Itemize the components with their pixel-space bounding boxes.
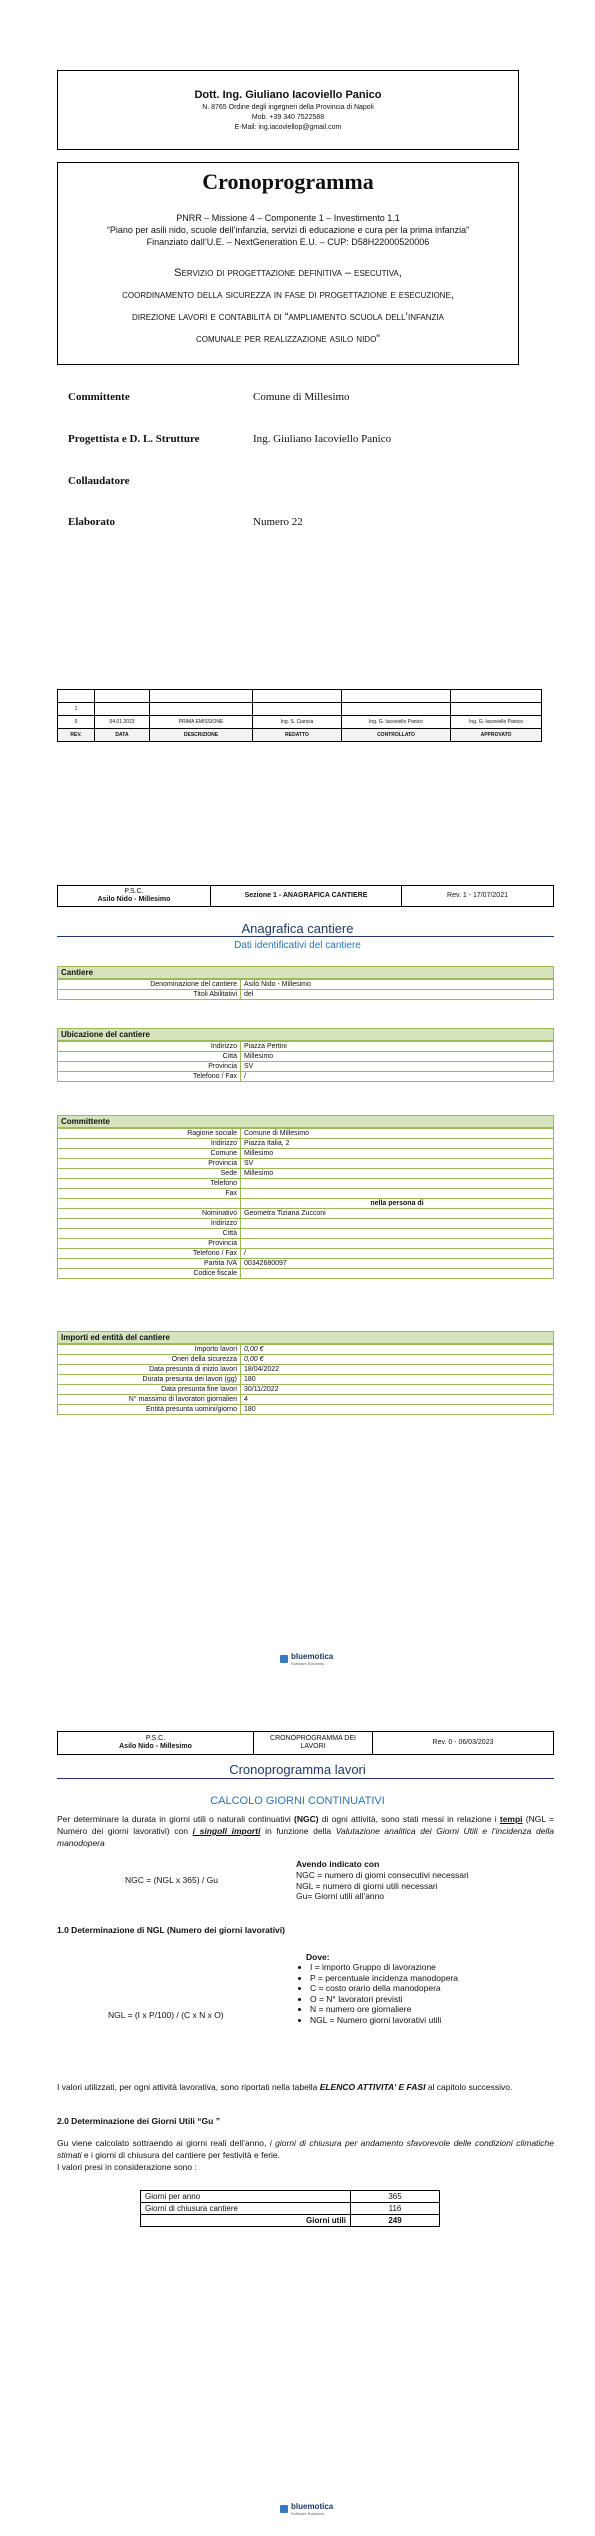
field-value: Asilo Nido - Millesimo bbox=[241, 980, 554, 990]
field-label: Importo lavori bbox=[58, 1345, 241, 1355]
field-value: Geometra Tiziana Zucconi bbox=[241, 1209, 554, 1219]
party-label: Collaudatore bbox=[68, 475, 130, 487]
legend2-head: Dove: bbox=[306, 1952, 330, 1962]
field-label: Sede bbox=[58, 1169, 241, 1179]
legend1-list bbox=[296, 1870, 469, 1902]
field-value: Millesimo bbox=[241, 1052, 554, 1062]
section-head: Cantiere bbox=[57, 966, 554, 979]
field-label: Telefono / Fax bbox=[58, 1249, 241, 1259]
field-label: Telefono / Fax bbox=[58, 1072, 241, 1082]
table-row bbox=[58, 1345, 554, 1355]
rev-cell bbox=[58, 690, 95, 703]
field-label: Comune bbox=[58, 1149, 241, 1159]
party-value: Numero 22 bbox=[253, 516, 303, 528]
field-value: SV bbox=[241, 1062, 554, 1072]
section-1-heading: 1.0 Determinazione di NGL (Numero dei giorni lavorativi) bbox=[57, 1925, 285, 1935]
logo-name: bluemotica bbox=[291, 2502, 334, 2511]
party-value: Ing. Giuliano Iacoviello Panico bbox=[253, 433, 392, 445]
field-label: Codice fiscale bbox=[58, 1269, 241, 1279]
text-run: Per determinare la durata in giorni utili o naturali continuativi bbox=[57, 1814, 295, 1824]
rev-cell: Ing. S. Ciancia bbox=[253, 716, 342, 729]
field-value bbox=[241, 1189, 554, 1199]
header-box bbox=[57, 70, 519, 150]
rev-header-cell: APPROVATO bbox=[451, 729, 542, 742]
intro-paragraph bbox=[57, 1813, 554, 1849]
table-row bbox=[58, 1365, 554, 1375]
rev-cell: Ing. G. Iacoviello Panico bbox=[451, 716, 542, 729]
table-row bbox=[58, 990, 554, 1000]
project-name: Asilo Nido - Millesimo bbox=[119, 1743, 192, 1750]
table-row bbox=[58, 1169, 554, 1179]
rev-cell: 1 bbox=[58, 703, 95, 716]
field-value bbox=[241, 1239, 554, 1249]
text-run: e i giorni di chiusura del cantiere per festività e ferie. bbox=[81, 2150, 280, 2160]
pnrr-line-3: Finanziato dall’U.E. – NextGeneration E.U. – CUP: D58H22000520006 bbox=[146, 237, 430, 247]
field-label: Indirizzo bbox=[58, 1042, 241, 1052]
engineer-email: E-Mail: ing.iacoviellop@gmail.com bbox=[234, 124, 342, 131]
table-row bbox=[58, 1219, 554, 1229]
field-label: Città bbox=[58, 1052, 241, 1062]
rev-cell: 0 bbox=[58, 716, 95, 729]
text-run-underline: i singoli importi bbox=[192, 1826, 261, 1836]
cover-box bbox=[57, 162, 519, 365]
field-value: 18/04/2022 bbox=[241, 1365, 554, 1375]
note-paragraph bbox=[57, 2081, 554, 2093]
rev-cell bbox=[451, 690, 542, 703]
field-label: Fax bbox=[58, 1189, 241, 1199]
legend-item: • NGL = Numero giorni lavorativi utili bbox=[310, 2015, 458, 2026]
field-value: / bbox=[241, 1072, 554, 1082]
engineer-order: N. 8765 Ordine degli ingegneri della Provincia di Napoli bbox=[202, 104, 374, 111]
rev-cell bbox=[150, 703, 253, 716]
table-row bbox=[58, 1189, 554, 1199]
field-label: Oneri della sicurezza bbox=[58, 1355, 241, 1365]
table-row bbox=[58, 1072, 554, 1082]
table-row bbox=[58, 1139, 554, 1149]
gu-table bbox=[140, 2190, 440, 2227]
page3-header-mid bbox=[254, 1732, 373, 1754]
field-label: Partita IVA bbox=[58, 1259, 241, 1269]
field-value: 180 bbox=[241, 1405, 554, 1415]
gu-paragraph bbox=[57, 2137, 554, 2173]
field-value: 30/11/2022 bbox=[241, 1385, 554, 1395]
field-value: 0,00 € bbox=[241, 1355, 554, 1365]
legend-item: • P = percentuale incidenza manodopera bbox=[310, 1973, 458, 1984]
field-label: Indirizzo bbox=[58, 1219, 241, 1229]
field-value: / bbox=[241, 1249, 554, 1259]
legend-item: NGC = numero di giorni consecutivi necessari bbox=[296, 1870, 469, 1880]
table-row bbox=[58, 1042, 554, 1052]
text-run: di ogni attività, sono stati messi in relazione i bbox=[318, 1814, 500, 1824]
field-label: Provincia bbox=[58, 1239, 241, 1249]
rev-header-cell: REV. bbox=[58, 729, 95, 742]
table-row bbox=[58, 1149, 554, 1159]
ubicazione-section bbox=[57, 1028, 554, 1082]
logo-mark-icon bbox=[280, 1655, 288, 1663]
legend1-head: Avendo indicato con bbox=[296, 1859, 380, 1869]
field-label: Città bbox=[58, 1229, 241, 1239]
section-title: Sezione 1 - ANAGRAFICA CANTIERE bbox=[211, 886, 402, 906]
rev-cell: PRIMA EMISSIONE bbox=[150, 716, 253, 729]
gu-label: Giorni per anno bbox=[141, 2191, 351, 2203]
service-line-4: comunale per realizzazione asilo nido” bbox=[196, 333, 380, 345]
party-label: Committente bbox=[68, 391, 130, 403]
rev-cell bbox=[253, 690, 342, 703]
rev-cell bbox=[342, 703, 451, 716]
field-label: Telefono bbox=[58, 1179, 241, 1189]
text-run: I valori presi in considerazione sono : bbox=[57, 2162, 197, 2172]
revision-header-row bbox=[58, 729, 542, 742]
text-run-underline: tempi bbox=[499, 1814, 523, 1824]
page2-subtitle: Dati identificativi del cantiere bbox=[234, 940, 361, 951]
rev-header-cell: DATA bbox=[95, 729, 150, 742]
field-label: Provincia bbox=[58, 1159, 241, 1169]
legend2-list bbox=[296, 1962, 458, 2025]
table-row bbox=[58, 1199, 554, 1209]
field-value: Piazza Italia, 2 bbox=[241, 1139, 554, 1149]
rev-header-cell: CONTROLLATO bbox=[342, 729, 451, 742]
cantiere-section bbox=[57, 966, 554, 1000]
service-line-3: direzione lavori e contabilità di “ampliamento scuola dell’infanzia bbox=[131, 311, 444, 323]
pnrr-line-1: PNRR – Missione 4 – Componente 1 – Investimento 1.1 bbox=[176, 213, 400, 223]
table-row bbox=[58, 1269, 554, 1279]
table-row bbox=[58, 1052, 554, 1062]
section-2-heading: 2.0 Determinazione dei Giorni Utili “Gu ” bbox=[57, 2116, 220, 2126]
persona-label: nella persona di bbox=[241, 1199, 554, 1209]
field-value bbox=[241, 1179, 554, 1189]
field-value: Millesimo bbox=[241, 1149, 554, 1159]
revision-row bbox=[58, 716, 542, 729]
table-row bbox=[58, 1159, 554, 1169]
section-head: Ubicazione del cantiere bbox=[57, 1028, 554, 1041]
pnrr-line-2: “Piano per asili nido, scuole dell’infanzia, servizi di educazione e cura per la prima infanzia” bbox=[106, 225, 470, 235]
field-value: Piazza Pertini bbox=[241, 1042, 554, 1052]
table-row bbox=[58, 1062, 554, 1072]
logo-name: bluemotica bbox=[291, 1652, 334, 1661]
field-label: Denominazione del cantiere bbox=[58, 980, 241, 990]
engineer-name: Dott. Ing. Giuliano Iacoviello Panico bbox=[194, 89, 382, 101]
title-rule bbox=[57, 1778, 554, 1779]
field-value: 0,00 € bbox=[241, 1345, 554, 1355]
field-value: SV bbox=[241, 1159, 554, 1169]
field-label: Durata presunta dei lavori (gg) bbox=[58, 1375, 241, 1385]
table-row bbox=[58, 1385, 554, 1395]
rev-cell bbox=[342, 690, 451, 703]
rev-cell: 04.01.2023 bbox=[95, 716, 150, 729]
table-row bbox=[58, 1179, 554, 1189]
gu-label: Giorni utili bbox=[141, 2215, 351, 2227]
field-label: N° massimo di lavoratori giornalieri bbox=[58, 1395, 241, 1405]
rev-cell: Ing. G. Iacoviello Panico bbox=[342, 716, 451, 729]
field-label: Provincia bbox=[58, 1062, 241, 1072]
gu-value: 116 bbox=[351, 2203, 440, 2215]
logo-mark-icon bbox=[280, 2505, 288, 2513]
field-value bbox=[241, 1219, 554, 1229]
legend-item: NGL = numero di giorni utili necessari bbox=[296, 1880, 438, 1891]
section-title: CRONOPROGRAMMA DEI bbox=[270, 1735, 356, 1742]
formula-ngc: NGC = (NGL x 365) / Gu bbox=[125, 1875, 218, 1885]
party-label: Elaborato bbox=[68, 516, 116, 528]
rev-cell bbox=[95, 690, 150, 703]
logo-subtitle: Software Business bbox=[291, 2511, 325, 2516]
gu-value: 249 bbox=[351, 2215, 440, 2227]
table-row bbox=[58, 1209, 554, 1219]
field-label: Entità presunta uomini/giorno bbox=[58, 1405, 241, 1415]
field-label: Ragione sociale bbox=[58, 1129, 241, 1139]
text-run: Gu viene calcolato sottraendo ai giorni reali dell’anno, bbox=[57, 2138, 270, 2148]
legend-item: • N = numero ore giornaliere bbox=[310, 2004, 458, 2015]
revision-row bbox=[58, 703, 542, 716]
text-run-bold-italic: ELENCO ATTIVITA' E FASI bbox=[319, 2082, 426, 2092]
field-label: Titoli Abilitativi bbox=[58, 990, 241, 1000]
field-value bbox=[241, 1269, 554, 1279]
page3-header-left bbox=[58, 1732, 254, 1754]
doc-type: P.S.C. bbox=[145, 1735, 166, 1742]
table-row bbox=[58, 980, 554, 990]
table-row bbox=[58, 1229, 554, 1239]
field-value: del bbox=[241, 990, 554, 1000]
page3-header bbox=[57, 1731, 554, 1755]
table-row bbox=[58, 1395, 554, 1405]
doc-type: P.S.C. bbox=[124, 888, 144, 895]
revision-row bbox=[58, 690, 542, 703]
table-row bbox=[141, 2203, 440, 2215]
formula-ngl: NGL = (I x P/100) / (C x N x O) bbox=[108, 2010, 224, 2020]
text-run: al capitolo successivo. bbox=[425, 2082, 513, 2092]
field-value: Millesimo bbox=[241, 1169, 554, 1179]
legend-item: • C = costo orario della manodopera bbox=[310, 1983, 458, 1994]
importi-section bbox=[57, 1331, 554, 1415]
table-row bbox=[58, 1259, 554, 1269]
footer-logo bbox=[280, 2502, 333, 2516]
table-row bbox=[141, 2215, 440, 2227]
logo-subtitle: Software Business bbox=[291, 1661, 325, 1666]
legend-item: • I = importo Gruppo di lavorazione bbox=[310, 1962, 458, 1973]
title-rule bbox=[57, 936, 554, 937]
table-row bbox=[58, 1405, 554, 1415]
table-row bbox=[141, 2191, 440, 2203]
field-label: Indirizzo bbox=[58, 1139, 241, 1149]
text-run-bold: (NGC) bbox=[294, 1814, 319, 1824]
page2-header bbox=[57, 885, 554, 907]
section-head: Committente bbox=[57, 1115, 554, 1128]
page2-header-left bbox=[58, 886, 211, 906]
text-run: I valori utilizzati, per ogni attività lavorativa, sono riportati nella tabella bbox=[57, 2082, 320, 2092]
field-value: 00342680097 bbox=[241, 1259, 554, 1269]
field-label: Data presunta di inizio lavori bbox=[58, 1365, 241, 1375]
section-title-2: LAVORI bbox=[300, 1743, 326, 1750]
field-value: Comune di Millesimo bbox=[241, 1129, 554, 1139]
revision-label: Rev. 1 - 17/07/2021 bbox=[447, 892, 508, 899]
field-value: 4 bbox=[241, 1395, 554, 1405]
rev-header-cell: DESCRIZIONE bbox=[150, 729, 253, 742]
field-value bbox=[241, 1229, 554, 1239]
rev-cell bbox=[451, 703, 542, 716]
gu-value: 365 bbox=[351, 2191, 440, 2203]
engineer-mobile: Mob. +39 340 7522588 bbox=[251, 114, 325, 121]
service-line-2: coordinamento della sicurezza in fase di progettazione e esecuzione, bbox=[122, 289, 454, 301]
revision-table bbox=[57, 689, 542, 742]
table-row bbox=[58, 1239, 554, 1249]
table-row bbox=[58, 1375, 554, 1385]
table-row bbox=[58, 1129, 554, 1139]
rev-cell bbox=[253, 703, 342, 716]
page3-title: Cronoprogramma lavori bbox=[229, 1762, 366, 1777]
table-row bbox=[58, 1355, 554, 1365]
text-run-italic: i giorni di chiusura per andamento sfavorevole delle condizioni climatiche stimati bbox=[57, 2138, 554, 2160]
footer-logo bbox=[280, 1652, 333, 1666]
field-value: 180 bbox=[241, 1375, 554, 1385]
page2-title: Anagrafica cantiere bbox=[241, 921, 354, 936]
party-label: Progettista e D. L. Strutture bbox=[68, 433, 200, 445]
table-row bbox=[58, 1249, 554, 1259]
legend-item: • O = N° lavoratori previsti bbox=[310, 1994, 458, 2005]
service-line-1: Servizio di progettazione definitiva – esecutiva, bbox=[174, 267, 402, 279]
rev-cell bbox=[150, 690, 253, 703]
text-run: in funzione della bbox=[260, 1826, 336, 1836]
field-label: Data presunta fine lavori bbox=[58, 1385, 241, 1395]
revision-label: Rev. 0 - 06/03/2023 bbox=[432, 1739, 494, 1746]
rev-cell bbox=[95, 703, 150, 716]
legend-item: Gu= Giorni utili all’anno bbox=[296, 1891, 385, 1901]
party-value: Comune di Millesimo bbox=[253, 391, 350, 403]
gu-label: Giorni di chiusura cantiere bbox=[141, 2203, 351, 2215]
cover-title: Cronoprogramma bbox=[202, 169, 374, 194]
text-run: (NGL = Numero dei giorni lavorativi) con bbox=[57, 1814, 554, 1836]
page3-subtitle: CALCOLO GIORNI CONTINUATIVI bbox=[210, 1795, 385, 1807]
project-name: Asilo Nido - Millesimo bbox=[97, 896, 171, 903]
rev-header-cell: REDATTO bbox=[253, 729, 342, 742]
text-run-italic: Valutazione analitica dei Giorni Utili e l’incidenza della manodopera bbox=[57, 1826, 554, 1848]
committente-section bbox=[57, 1115, 554, 1279]
section-head: Importi ed entità del cantiere bbox=[57, 1331, 554, 1344]
field-label: Nominativo bbox=[58, 1209, 241, 1219]
